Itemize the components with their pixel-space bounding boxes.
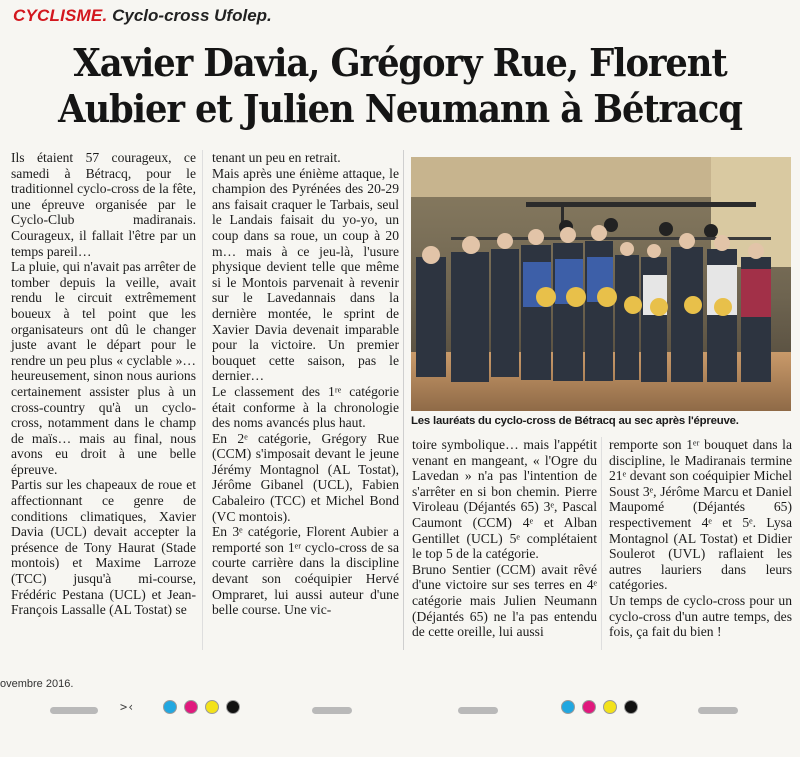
paragraph: Partis sur les chapeaux de roue et affectionnant ce genre de conditions climatiques, Xavier Davia (UCL) devait accepter la présence de Tony Haurat (Stade montois) et Maxime Larroze (TCC) jusqu'à mi-course, Frédéric Pestana (UCL) et Jean-François Lassalle (AL Tostat) se bbox=[11, 477, 196, 618]
paragraph: Un temps de cyclo-cross pour un cyclo-cross d'un autre temps, des fois, ça fait du bien ! bbox=[609, 592, 792, 640]
paragraph: remporte son 1ᵉʳ bouquet dans la discipline, le Madiranais termine 21ᵉ devant son coéquipier Michel Soust 3ᵉ, Jérôme Marcu et Daniel Maupomé (Déjantés 65) respectivement 4ᵉ et 5ᵉ. Lysa Montagnol (AL Tostat) et Didier Soulerot (UVL) raflaient les autres lauriers dans leurs catégories. bbox=[609, 437, 792, 593]
paragraph: Bruno Sentier (CCM) avait rêvé d'une victoire sur ses terres en 4ᵉ catégorie mais Julien Neumann (Déjantés 65) ne l'a pas entendu de cette oreille, lui aussi bbox=[412, 561, 597, 640]
headline-line-2: Aubier et Julien Neumann à Bétracq bbox=[58, 86, 742, 131]
magenta-swatch bbox=[582, 700, 596, 714]
paragraph: Le classement des 1ʳᵉ catégorie était conforme à la chronologie des noms avancés plus haut. bbox=[212, 383, 399, 431]
paragraph: Ils étaient 57 courageux, ce samedi à Bétracq, pour le traditionnel cyclo-cross de la fête, une épreuve organisée par le Cyclo-Club madiranais. Courageux, il fallait l'être par un temps pareil… bbox=[11, 150, 196, 259]
registration-bar bbox=[698, 707, 738, 714]
column-divider bbox=[403, 150, 404, 650]
column-divider bbox=[601, 437, 602, 650]
section-header bbox=[13, 6, 272, 26]
issue-date: ovembre 2016. bbox=[0, 678, 74, 690]
paragraph: toire symbolique… mais l'appétit venant en mangeant, « l'Ogre du Lavedan » n'a pas l'intention de s'arrêter en si bon chemin. Pierre Viroleau (Déjantés 65) 3ᵉ, Pascal Caumont (CCM) 4ᵉ et Alban Gentillet (UCL) 5ᵉ complétaient le top 5 de la catégorie. bbox=[412, 437, 597, 562]
paragraph: En 2ᵉ catégorie, Grégory Rue (CCM) s'imposait devant le jeune Jérémy Montagnol (AL Tostat), Jérôme Gibanel (UCL), Fabien Cabaleiro (TCC) et Michel Bond (VC montois). bbox=[212, 430, 399, 524]
paragraph: Mais après une énième attaque, le champion des Pyrénées des 20-29 ans faisait craquer le Tarbais, seul le Landais faisait du yo-yo, un coup dans sa roue, un coup à 20 m… mais à ce jeu-là, l'usure physique devient telle que même si le Montois parvenait à revenir sur le Lavedannais dans la dernière montée, le sprint de Xavier Davia devenait imparable pour la victoire. Un premier bouquet cette saison, pas le dernier… bbox=[212, 165, 399, 384]
article-column-2 bbox=[212, 150, 399, 618]
yellow-swatch bbox=[205, 700, 219, 714]
registration-bar bbox=[458, 707, 498, 714]
paragraph: tenant un peu en retrait. bbox=[212, 150, 341, 165]
article-column-3 bbox=[412, 437, 597, 640]
magenta-swatch bbox=[184, 700, 198, 714]
yellow-swatch bbox=[603, 700, 617, 714]
subsection-label: Cyclo-cross Ufolep. bbox=[112, 6, 272, 25]
print-registration-marks bbox=[0, 695, 800, 755]
photo-caption: Les lauréats du cyclo-cross de Bétracq au sec après l'épreuve. bbox=[411, 415, 739, 427]
section-label: CYCLISME. bbox=[13, 6, 108, 25]
podium-photo bbox=[411, 157, 791, 411]
podium-photo-illustration bbox=[411, 157, 791, 411]
registration-bar bbox=[312, 707, 352, 714]
paragraph: La pluie, qui n'avait pas arrêter de tomber depuis la veille, avait rendu le circuit extrêmement boueux à tel point que les organisateurs ont dû le changer juste avant le départ pour le rendre un peu plus « cyclable »… heureusement, sinon nous aurions certainement assister plus à un cross-country qu'à un cyclo-cross, notamment dans le champ de maïs… mais au final, nous avons eu droit à une belle épreuve. bbox=[11, 259, 196, 477]
column-divider bbox=[202, 150, 203, 650]
registration-bar bbox=[50, 707, 98, 714]
article-column-1 bbox=[11, 150, 196, 618]
headline-line-1: Xavier Davia, Grégory Rue, Florent bbox=[73, 40, 727, 85]
article-column-4 bbox=[609, 437, 792, 640]
article-headline bbox=[37, 40, 762, 132]
paragraph: En 3ᵉ catégorie, Florent Aubier a remporté son 1ᵉʳ cyclo-cross de sa courte carrière dans la discipline devant son coéquipier Hervé Ompraret, lui aussi auteur d'une belle course. Une vic- bbox=[212, 524, 399, 618]
cut-mark: >‹ bbox=[120, 700, 135, 714]
black-swatch bbox=[226, 700, 240, 714]
cyan-swatch bbox=[163, 700, 177, 714]
cyan-swatch bbox=[561, 700, 575, 714]
black-swatch bbox=[624, 700, 638, 714]
